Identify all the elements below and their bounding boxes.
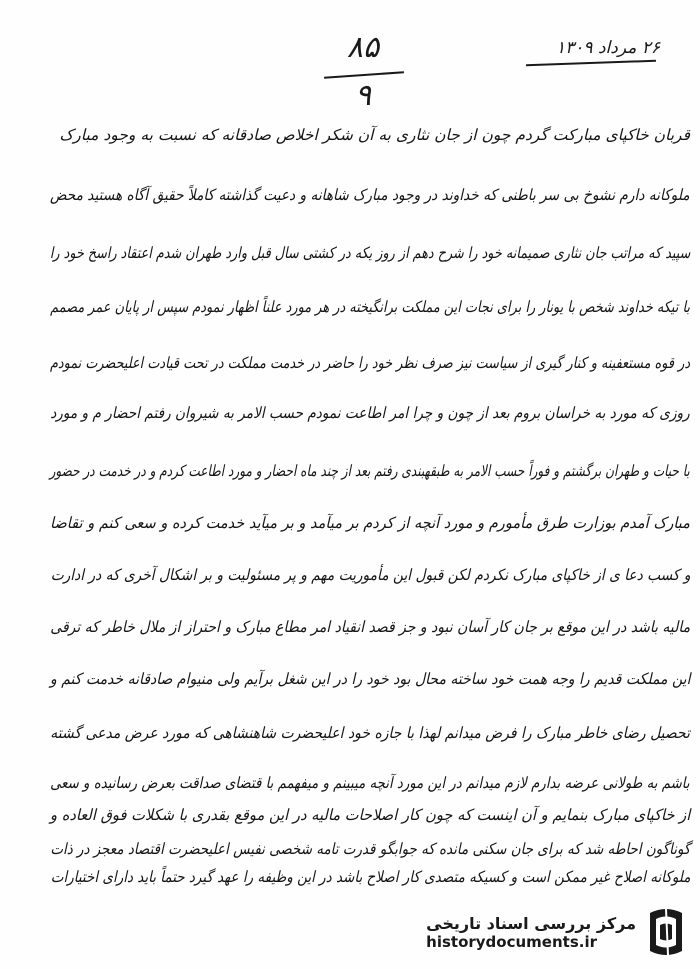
letter-line: مبارک آمدم بوزارت طرق مأمورم و مورد آنچه از کردم بر میآمد و بر میآید خدمت کرده و سعی کنم و تقاضا	[50, 514, 690, 532]
watermark-text	[426, 914, 636, 951]
watermark-url: historydocuments.ir	[426, 932, 597, 951]
letter-line: روزی که مورد به خراسان بروم بعد از چون و چرا امر اطاعت نمودم حسب الامر به شیروان رفتم احضار م و مورد	[50, 404, 690, 422]
letter-line: سپید که مراتب جان نثاری صمیمانه خود را شرح دهم از روز یکه در کشتی سال قبل وارد طهران شدم اعتقاد راسخ خود را	[49, 244, 690, 262]
letter-line: ملوکانه اصلاح غیر ممکن است و کسیکه متصدی کار اصلاح باشد در این وظیفه را عهد گیرد حتماً باید دارای اختیارات	[50, 868, 690, 886]
fraction-numerator: ۸۵	[346, 30, 380, 65]
letter-line: باشم به طولانی عرضه بدارم لازم میدانم در این مورد آنچه میبینم و میفهمم با قتضای صداقت بعرض رسانیده و سعی	[50, 774, 690, 792]
letter-line: گوناگون احاطه شد که برای جان سکنی مانده که جوابگو قدرت تامه شخصی نفیس اعلیحضرت اقتصاد معجز در ذات	[50, 840, 690, 858]
watermark	[398, 901, 688, 963]
letter-line: با تیکه خداوند شخص با یونار را برای نجات این مملکت برانگیخته در هر مورد علناً اظهار نمودم سپس ار پایان عمر مصمم	[50, 298, 690, 316]
letter-line: این مملکت قدیم را وجه همت خود ساخته محال بود خود را در این شغل برآیم ولی منیوام صادقانه خدمت کنم و	[49, 670, 690, 688]
letter-line: در قوه مستعفینه و کنار گیری از سیاست نیز صرف نظر خود را حاضر در خدمت مملکت در تحت قیادت اعلیحضرت نمودم	[49, 354, 690, 372]
letter-line: و کسب دعا ی از خاکپای مبارک نکردم لکن قبول این مأموریت مهم و پر مسئولیت و بر اشکال آخری که در ادارت	[50, 566, 690, 584]
letter-line: از خاکپای مبارک بنمایم و آن اینست که چون کار اصلاحات مالیه در این موقع بقدری با شکلات فوق العاده و	[49, 806, 690, 824]
letter-line: ملوکانه دارم نشوخ بی سر باطنی که خداوند در وجود مبارک شاهانه و دعیت گذاشته کاملاً حقیق آگاه هستید محض	[50, 186, 690, 204]
date-underline	[526, 60, 656, 67]
letter-line: قربان خاکپای مبارکت گردم چون از جان نثاری به آن شکر اخلاص صادقانه که نسبت به وجود مبارک	[59, 126, 690, 144]
watermark-name: مرکز بررسی اسناد تاریخی	[426, 913, 636, 933]
page-fraction	[318, 30, 408, 120]
letter-line: تحصیل رضای خاطر مبارک را فرض میدانم لهذا با جازه خود اعلیحضرت شاهنشاهی که مورد عرض مدعی گشته	[50, 724, 690, 742]
document-center-logo-icon	[644, 905, 688, 959]
letter-line: مالیه باشد در این موقع بر جان کار آسان نبود و جز قصد انقیاد امر مطاع مبارک و احتراز از ملال خاطر که ترقی	[50, 618, 690, 636]
document-date: ۲۶ مرداد ۱۳۰۹	[556, 38, 660, 58]
letter-line: با حیات و طهران برگشتم و فوراً حسب الامر به طبقهبندی رفتم بعد از چند ماه احضار و مورد اطاعت کردم و در خدمت در حضور	[49, 462, 690, 480]
fraction-denominator: ۹	[354, 78, 372, 113]
